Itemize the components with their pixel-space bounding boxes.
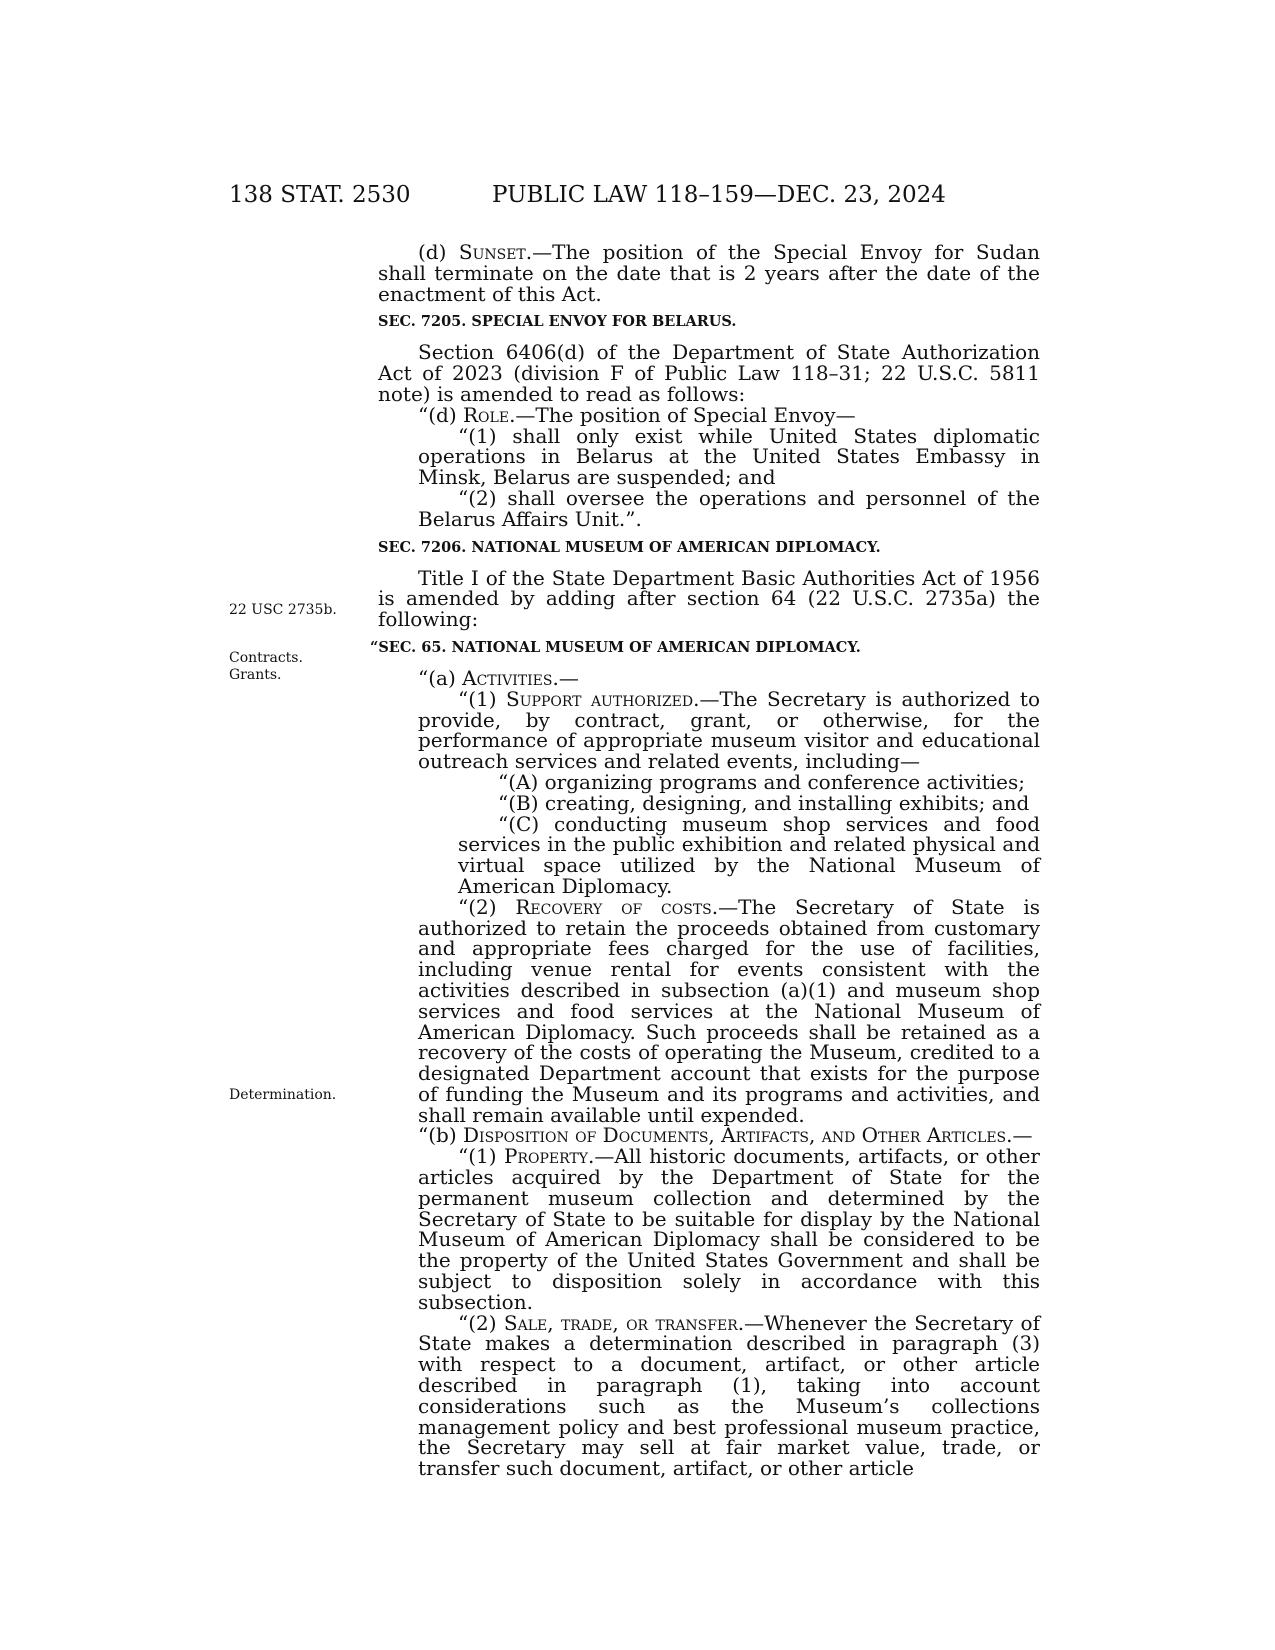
margin-note-contracts: Contracts.: [229, 650, 303, 666]
clause-a: “(A) organizing programs and conference activities;: [498, 769, 1026, 794]
folio: 138 STAT. 2530: [229, 182, 411, 208]
recovery-of-costs-heading: Recovery of costs: [515, 894, 712, 919]
disposition-heading: Disposition of Documents, Artifacts, and Other Articles: [463, 1123, 1007, 1148]
paragraph-b2: “(2) Sale, trade, or transfer.—Whenever the Secretary of State makes a determination described in paragraph (3) with respect to a document, artifact, or other article described in paragraph (1), taking into account considerations such as the Museum’s collections management policy and best professional museum practice, the Secretary may sell at fair market value, trade, or transfer such document, artifact, or other article: [418, 1310, 1040, 1481]
margin-note-grants: Grants.: [229, 667, 282, 683]
subsection-b: “(b) Disposition of Documents, Artifacts, and Other Articles.—: [418, 1123, 1033, 1148]
page-header: [0, 182, 1275, 216]
property-heading: Property: [504, 1144, 589, 1169]
sale-trade-transfer-heading: Sale, trade, or transfer: [503, 1310, 738, 1335]
paragraph-a2: “(2) Recovery of costs.—The Secretary of State is authorized to retain the proceeds obtained from customary and appropriate fees charged for the use of facilities, including venue rental for events consistent with the activities described in subsection (a)(1) and museum shop services and food services at the National Museum of American Diplomacy. Such proceeds shall be retained as a recovery of the costs of operating the Museum, credited to a designated Department account that exists for the purpose of funding the Museum and its programs and activities, and shall remain available until expended.: [418, 894, 1040, 1127]
section-7206-intro: Title I of the State Department Basic Authorities Act of 1956 is amended by adding after section 64 (22 U.S.C. 2735a) the following:: [378, 565, 1040, 632]
activities-heading: Activities: [462, 665, 553, 690]
role-item-2: “(2) shall oversee the operations and personnel of the Belarus Affairs Unit.”.: [418, 485, 1040, 531]
margin-note-determination: Determination.: [229, 1087, 337, 1103]
paragraph-b1: “(1) Property.—All historic documents, artifacts, or other articles acquired by the Department of State for the permanent museum collection and determined by the Secretary of State to be suitable for display by the National Museum of American Diplomacy shall be considered to be the property of the United States Government and shall be subject to disposition solely in accordance with this subsection.: [418, 1144, 1040, 1314]
section-7206-heading: SEC. 7206. NATIONAL MUSEUM OF AMERICAN DIPLOMACY.: [378, 538, 881, 556]
section-7205-intro: Section 6406(d) of the Department of State Authorization Act of 2023 (division F of Public Law 118–31; 22 U.S.C. 5811 note) is amended to read as follows:: [378, 340, 1040, 406]
sunset-paragraph: (d) Sunset.—The position of the Special Envoy for Sudan shall terminate on the date that is 2 years after the date of the enactment of this Act.: [378, 240, 1041, 306]
role-heading: Role: [463, 402, 510, 427]
body-text: [370, 240, 1041, 1481]
clause-b: “(B) creating, designing, and installing exhibits; and: [498, 790, 1030, 815]
running-head: PUBLIC LAW 118–159—DEC. 23, 2024: [492, 182, 946, 208]
role-item-1: “(1) shall only exist while United States diplomatic operations in Belarus at the United States Embassy in Minsk, Belarus are suspended; and: [418, 423, 1040, 490]
sunset-heading: Sunset: [458, 240, 526, 264]
paragraph-a1: “(1) Support authorized.—The Secretary is authorized to provide, by contract, grant, or otherwise, for the performance of appropriate museum visitor and educational outreach services and related events, including—: [418, 686, 1040, 774]
section-7205-heading: SEC. 7205. SPECIAL ENVOY FOR BELARUS.: [378, 313, 737, 331]
support-authorized-heading: Support authorized: [506, 686, 694, 711]
role-paragraph: “(d) Role.—The position of Special Envoy—: [418, 402, 856, 427]
margin-note-usc: 22 USC 2735b.: [229, 602, 337, 618]
subsection-a: “(a) Activities.—: [418, 665, 579, 690]
section-65-heading: “SEC. 65. NATIONAL MUSEUM OF AMERICAN DIPLOMACY.: [370, 638, 861, 656]
clause-c: “(C) conducting museum shop services and food services in the public exhibition and related physical and virtual space utilized by the National Museum of American Diplomacy.: [458, 811, 1040, 898]
